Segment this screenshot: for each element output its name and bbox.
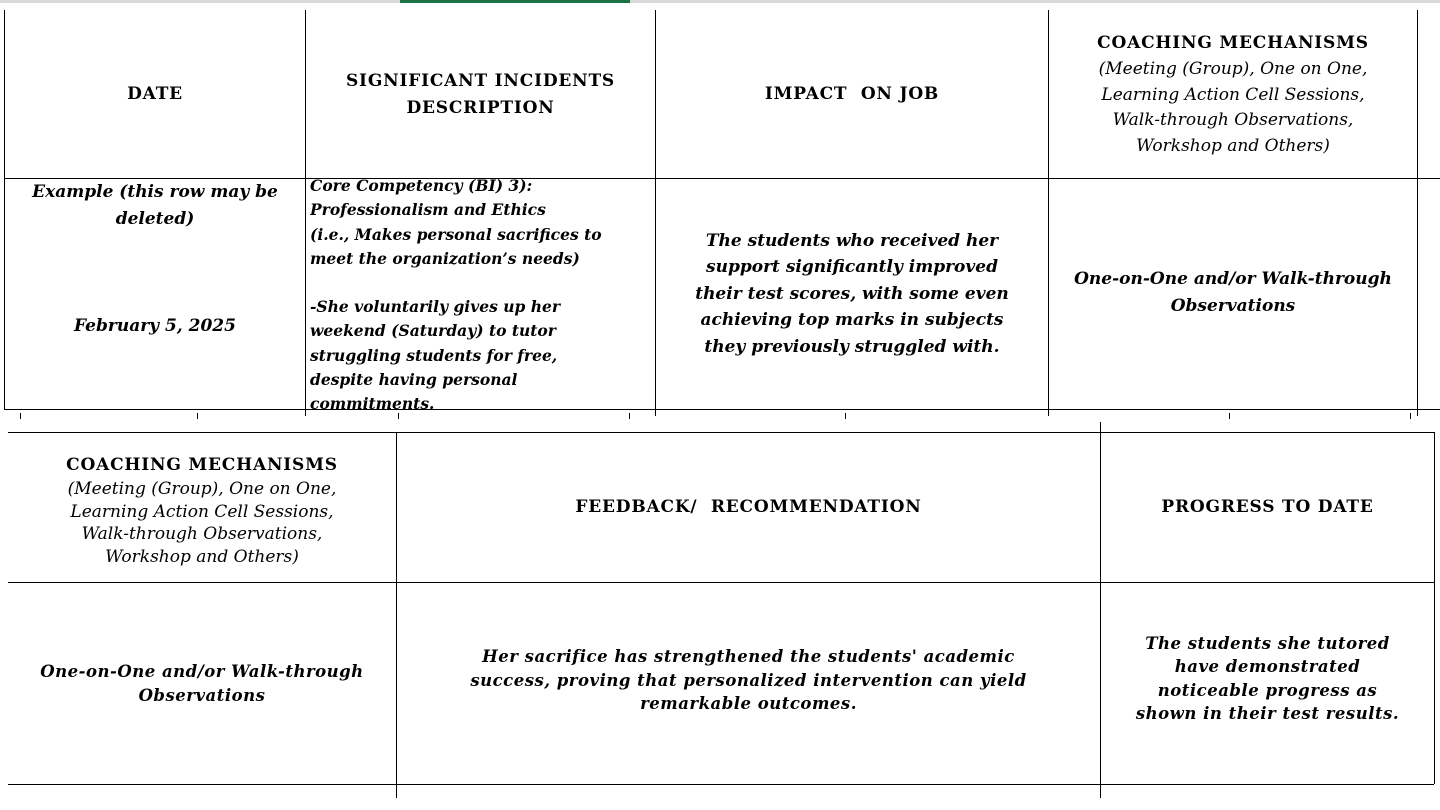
incident-line: (i.e., Makes personal sacrifices to — [310, 224, 602, 244]
date-note: Example (this row may be — [32, 182, 278, 202]
progress-line: shown in their test results. — [1135, 704, 1400, 723]
header-impact[interactable] — [656, 10, 1048, 178]
header-coaching[interactable] — [1049, 10, 1417, 178]
impact-line: The students who received her — [705, 230, 999, 251]
header-coaching-sub: (Meeting (Group), One on One, — [67, 479, 337, 499]
cell-date[interactable] — [5, 179, 305, 409]
incident-line: weekend (Saturday) to tutor — [310, 321, 556, 341]
feedback-line: remarkable outcomes. — [640, 694, 857, 714]
spreadsheet-top-border — [0, 0, 1440, 3]
impact-line: achieving top marks in subjects — [700, 310, 1004, 331]
page-break-tick — [1410, 413, 1411, 419]
cell-feedback[interactable] — [397, 583, 1100, 784]
page-break-tick — [1229, 413, 1230, 419]
incident-line: Professionalism and Ethics — [310, 200, 546, 220]
column-divider — [1417, 10, 1418, 416]
date-value: February 5, 2025 — [74, 316, 236, 336]
header-coaching-sub: Walk-through Observations, — [1112, 110, 1354, 130]
page-break-tick — [197, 413, 198, 419]
cell-progress[interactable] — [1101, 583, 1434, 784]
row-divider — [4, 409, 1440, 410]
progress-line: The students she tutored — [1145, 633, 1390, 653]
header-incident-line: SIGNIFICANT INCIDENTS — [345, 71, 616, 91]
impact-line: they previously struggled with. — [704, 336, 1000, 357]
header-coaching-sub: Workshop and Others) — [105, 546, 299, 567]
header-date[interactable] — [5, 10, 305, 178]
coaching-line: One-on-One and/or Walk-through — [1074, 269, 1392, 289]
header-progress[interactable] — [1101, 433, 1434, 582]
header-coaching-bottom[interactable] — [8, 433, 396, 582]
header-impact-label: IMPACT ON JOB — [764, 83, 940, 104]
page-break-tick — [629, 413, 630, 419]
incident-line: despite having personal — [310, 370, 518, 390]
cell-incident[interactable] — [310, 174, 650, 410]
header-coaching-title: COACHING MECHANISMS — [66, 455, 338, 475]
progress-line: noticeable progress as — [1157, 680, 1378, 700]
header-feedback-label: FEEDBACK/ RECOMMENDATION — [575, 497, 922, 517]
cell-coaching-bottom[interactable] — [8, 583, 396, 784]
header-coaching-sub: Workshop and Others) — [1136, 135, 1330, 156]
header-coaching-title: COACHING MECHANISMS — [1097, 33, 1369, 53]
cell-impact[interactable] — [656, 179, 1048, 409]
impact-line: support significantly improved — [706, 257, 998, 278]
progress-line: have demonstrated — [1174, 657, 1361, 676]
coaching-line: One-on-One and/or Walk-through — [40, 662, 364, 681]
impact-line: their test scores, with some even — [695, 283, 1009, 304]
incident-line: commitments. — [310, 394, 435, 410]
table-border — [1434, 432, 1435, 784]
header-coaching-sub: Learning Action Cell Sessions, — [1101, 84, 1365, 105]
header-coaching-sub: Walk-through Observations, — [81, 524, 323, 544]
coaching-line: Observations — [138, 685, 266, 705]
header-coaching-sub: Learning Action Cell Sessions, — [70, 501, 334, 522]
selected-column-indicator — [400, 0, 630, 3]
page-break-tick — [845, 413, 846, 419]
incident-line: meet the organization’s needs) — [310, 248, 580, 268]
feedback-line: Her sacrifice has strengthened the students' academic — [482, 647, 1015, 667]
incident-spacer — [310, 271, 650, 295]
cell-coaching[interactable] — [1049, 179, 1417, 409]
incident-line: -She voluntarily gives up her — [310, 297, 560, 317]
incident-line: struggling students for free, — [310, 345, 558, 365]
date-note: deleted) — [115, 208, 195, 229]
incident-line: Core Competency (BI) 3): — [310, 176, 533, 195]
header-feedback[interactable] — [397, 433, 1100, 582]
header-coaching-sub: (Meeting (Group), One on One, — [1098, 59, 1368, 79]
page-break-tick — [398, 413, 399, 419]
header-incident[interactable] — [306, 10, 655, 178]
feedback-line: success, proving that personalized intervention can yield — [470, 670, 1027, 690]
header-incident-line: DESCRIPTION — [406, 98, 555, 118]
header-progress-label: PROGRESS TO DATE — [1161, 497, 1374, 517]
header-date-label: DATE — [127, 83, 183, 104]
coaching-line: Observations — [1170, 295, 1296, 316]
page-break-tick — [20, 413, 21, 419]
table-border — [8, 784, 1434, 785]
